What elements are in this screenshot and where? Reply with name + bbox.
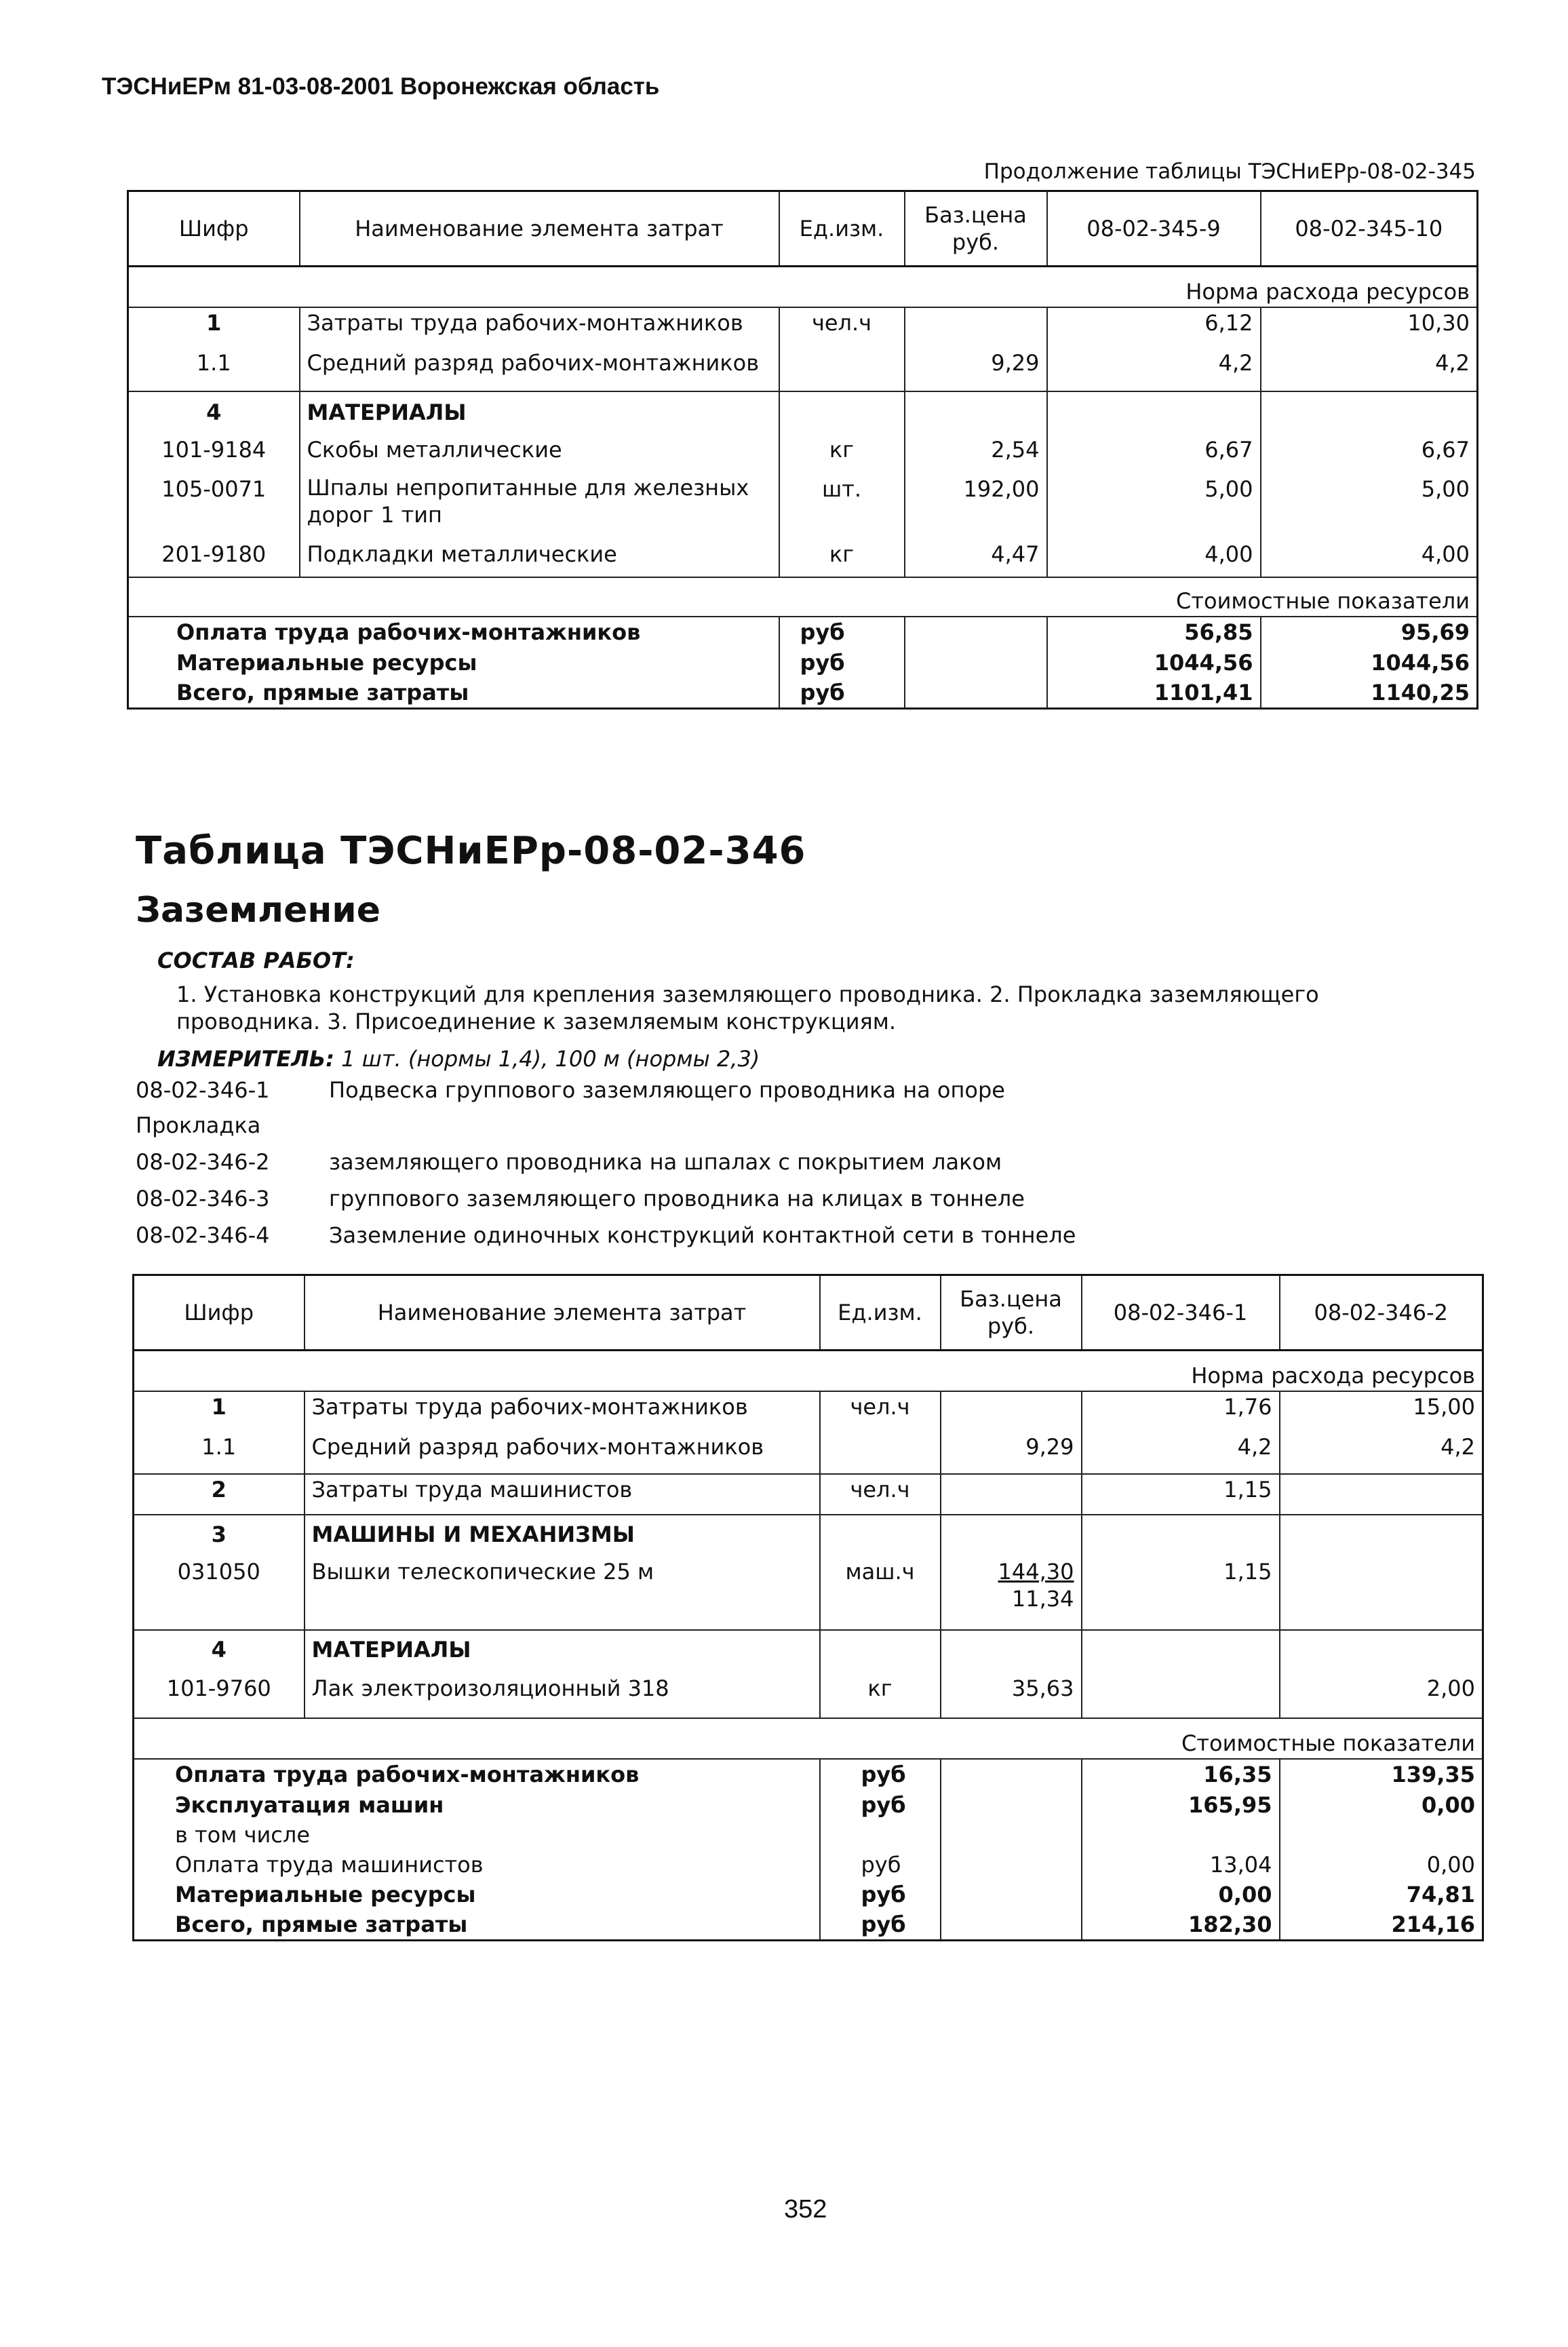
work-composition-text: 1. Установка конструкций для крепления заземляющего проводника. 2. Прокладка заземляющего проводника. 3. Присоединение к заземляемым конструкциям. [176,982,1319,1034]
totals-row: Всего, прямые затраты руб 182,30 214,16 [134,1909,1483,1941]
table-row: 4 МАТЕРИАЛЫ [128,391,1478,435]
table-row: 101-9184 Скобы металлические кг 2,54 6,67 6,67 [128,435,1478,474]
totals-row: Всего, прямые затраты руб 1101,41 1140,25 [128,678,1478,709]
table-row: 201-9180 Подкладки металлические кг 4,47 4,00 4,00 [128,539,1478,577]
norm-code: 08-02-346-4 [136,1222,270,1248]
table-row: 031050 Вышки телескопические 25 м маш.ч 144,30 11,34 1,15 [134,1557,1483,1630]
cost-label: Стоимостные показатели [128,577,1478,617]
norm-label: Норма расхода ресурсов [128,267,1478,307]
table-row: 4 МАТЕРИАЛЫ [134,1630,1483,1673]
norm-code: 08-02-346-2 [136,1149,270,1175]
col-header-name: Наименование элемента затрат [300,191,779,267]
totals-row: в том числе [134,1820,1483,1850]
col-header-norm-2: 08-02-346-2 [1280,1275,1483,1351]
totals-row: Оплата труда рабочих-монтажников руб 16,35 139,35 [134,1759,1483,1790]
col-header-norm-1: 08-02-346-1 [1082,1275,1280,1351]
table-row: 3 МАШИНЫ И МЕХАНИЗМЫ [134,1515,1483,1557]
col-header-unit: Ед.изм. [779,191,905,267]
col-header-code: Шифр [134,1275,305,1351]
table-row: 101-9760 Лак электроизоляционный 318 кг 35,63 2,00 [134,1673,1483,1718]
col-header-norm-2: 08-02-345-10 [1261,191,1478,267]
norm-group-label: Прокладка [136,1112,261,1138]
totals-row: Оплата труда рабочих-монтажников руб 56,85 95,69 [128,617,1478,648]
table-row: 105-0071 Шпалы непропитанные для железных дорог 1 тип шт. 192,00 5,00 5,00 [128,474,1478,539]
norm-label: Норма расхода ресурсов [134,1351,1483,1391]
machine-operator-price: 11,34 [1011,1585,1074,1612]
document-header: ТЭСНиЕРм 81-03-08-2001 Воронежская область [102,73,660,100]
table-continuation-label: Продолжение таблицы ТЭСНиЕРр-08-02-345 [983,159,1476,184]
section-subtitle: Заземление [136,890,381,931]
measure-label: ИЗМЕРИТЕЛЬ: [157,1046,334,1072]
totals-row: Эксплуатация машин руб 165,95 0,00 [134,1790,1483,1820]
norm-text: заземляющего проводника на шпалах с покрытием лаком [329,1149,1002,1175]
totals-row: Материальные ресурсы руб 0,00 74,81 [134,1880,1483,1909]
col-header-name: Наименование элемента затрат [305,1275,820,1351]
norm-code: 08-02-346-3 [136,1186,270,1211]
table-row: 1.1 Средний разряд рабочих-монтажников 9,29 4,2 4,2 [134,1432,1483,1474]
resource-table-346 [132,1274,1484,1941]
norm-text: Подвеска группового заземляющего проводника на опоре [329,1077,1005,1103]
col-header-code: Шифр [128,191,300,267]
measure-text: 1 шт. (нормы 1,4), 100 м (нормы 2,3) [334,1046,760,1072]
table-row: 1 Затраты труда рабочих-монтажников чел.ч 6,12 10,30 [128,307,1478,348]
machine-price: 144,30 [998,1558,1074,1585]
cost-label: Стоимостные показатели [134,1718,1483,1759]
col-header-norm-1: 08-02-345-9 [1047,191,1261,267]
norm-text: Заземление одиночных конструкций контактной сети в тоннеле [329,1222,1076,1248]
col-header-price: Баз.цена руб. [941,1275,1082,1351]
work-composition-label: СОСТАВ РАБОТ: [157,948,355,973]
resource-table-345 [127,190,1478,710]
table-row: 1 Затраты труда рабочих-монтажников чел.ч 1,76 15,00 [134,1391,1483,1432]
page-number: 352 [784,2195,827,2224]
table-row: 2 Затраты труда машинистов чел.ч 1,15 [134,1474,1483,1515]
table-row: 1.1 Средний разряд рабочих-монтажников 9,29 4,2 4,2 [128,348,1478,391]
col-header-unit: Ед.изм. [820,1275,941,1351]
totals-row: Материальные ресурсы руб 1044,56 1044,56 [128,648,1478,678]
norm-code: 08-02-346-1 [136,1077,270,1103]
col-header-price: Баз.цена руб. [905,191,1047,267]
totals-row: Оплата труда машинистов руб 13,04 0,00 [134,1850,1483,1880]
measure-line [157,1046,760,1072]
norm-text: группового заземляющего проводника на клицах в тоннеле [329,1186,1025,1211]
table-title: Таблица ТЭСНиЕРр-08-02-346 [136,829,806,873]
